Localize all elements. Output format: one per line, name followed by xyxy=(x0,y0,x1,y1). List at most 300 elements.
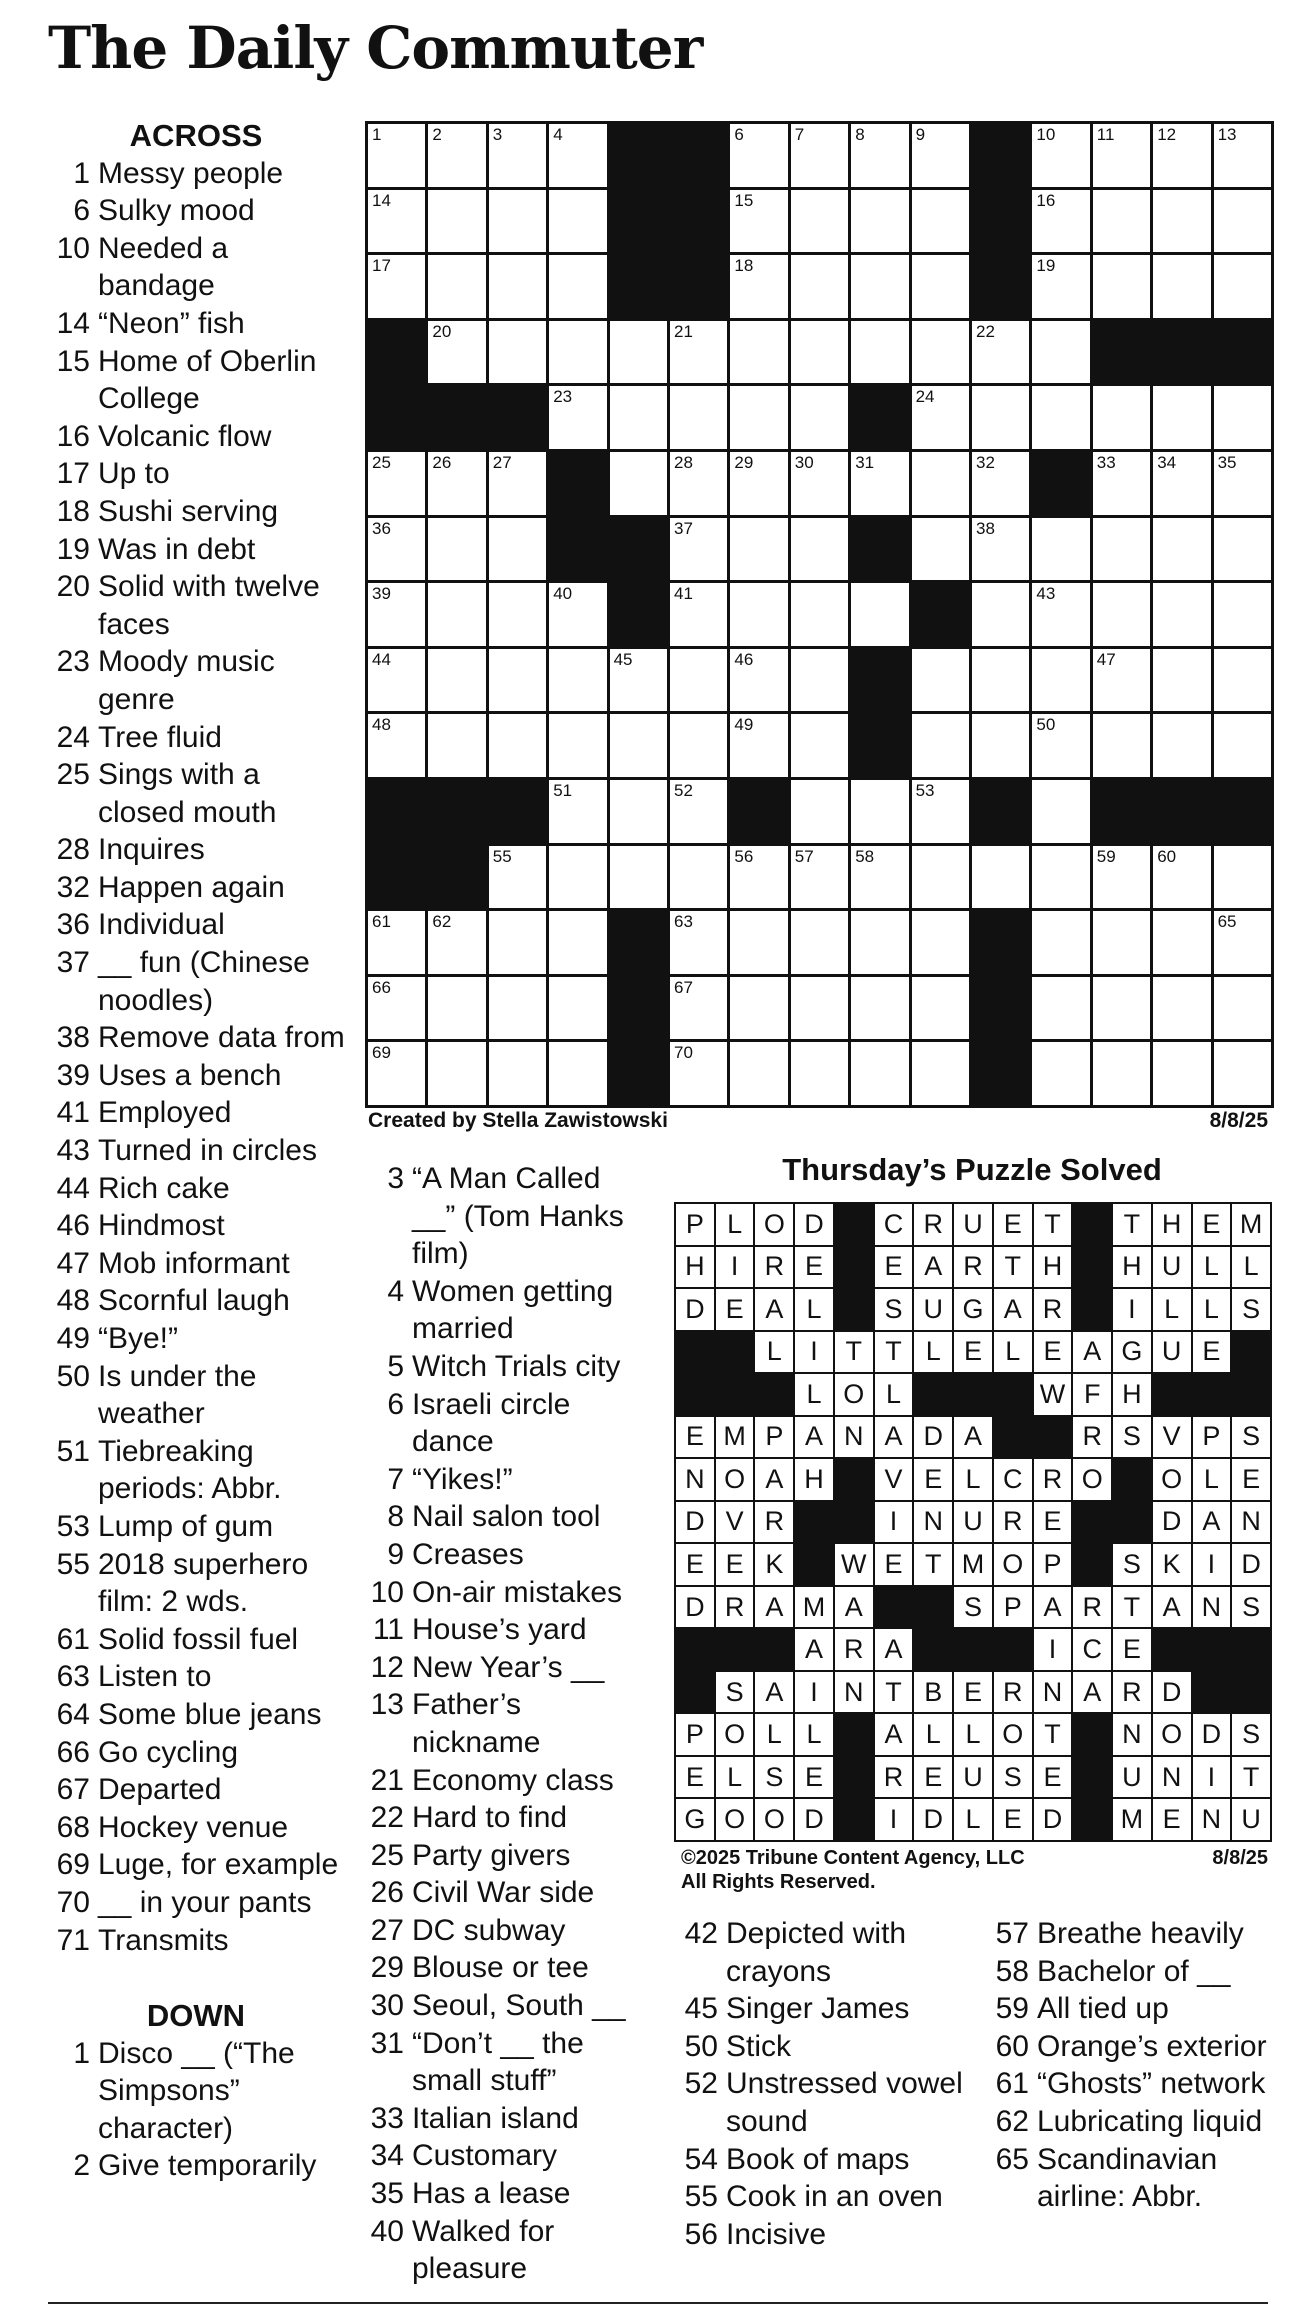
clue-text: Uses a bench xyxy=(98,1058,282,1092)
cell-number: 14 xyxy=(372,190,391,210)
grid-cell[interactable] xyxy=(912,649,969,712)
grid-cell[interactable] xyxy=(428,452,485,515)
grid-cell[interactable] xyxy=(670,780,727,843)
grid-cell[interactable] xyxy=(610,452,667,515)
grid-cell[interactable] xyxy=(791,518,848,581)
grid-cell[interactable] xyxy=(1153,714,1210,777)
grid-cell[interactable] xyxy=(791,846,848,909)
grid-cell[interactable] xyxy=(1093,846,1150,909)
clue-text: Nail salon tool xyxy=(412,1500,601,1534)
grid-cell[interactable] xyxy=(912,977,969,1040)
solved-black-square xyxy=(1193,1672,1231,1713)
grid-cell[interactable] xyxy=(428,977,485,1040)
grid-cell[interactable] xyxy=(610,780,667,843)
grid-cell[interactable] xyxy=(1032,124,1089,187)
grid-cell[interactable] xyxy=(730,518,787,581)
grid-cell[interactable] xyxy=(368,452,425,515)
cell-number: 21 xyxy=(674,321,693,341)
grid-cell[interactable] xyxy=(730,321,787,384)
grid-cell[interactable] xyxy=(1214,386,1271,449)
grid-cell[interactable] xyxy=(791,124,848,187)
grid-cell[interactable] xyxy=(670,518,727,581)
grid-cell[interactable] xyxy=(1214,977,1271,1040)
grid-cell[interactable] xyxy=(489,124,546,187)
solved-date: 8/8/25 xyxy=(1212,1847,1268,1869)
grid-cell[interactable] xyxy=(851,255,908,318)
grid-cell[interactable] xyxy=(730,124,787,187)
clue-item xyxy=(46,1207,346,1245)
solved-black-square xyxy=(914,1629,952,1670)
grid-cell[interactable] xyxy=(791,255,848,318)
grid-cell[interactable] xyxy=(1153,846,1210,909)
solved-letter: A xyxy=(1034,1587,1072,1628)
grid-cell[interactable] xyxy=(912,452,969,515)
grid-cell[interactable] xyxy=(791,911,848,974)
grid-cell[interactable] xyxy=(912,321,969,384)
grid-cell[interactable] xyxy=(1093,977,1150,1040)
grid-cell[interactable] xyxy=(1214,649,1271,712)
grid-cell[interactable] xyxy=(1093,714,1150,777)
grid-cell[interactable] xyxy=(851,977,908,1040)
grid-cell[interactable] xyxy=(489,255,546,318)
grid-cell[interactable] xyxy=(1093,518,1150,581)
grid-cell[interactable] xyxy=(972,583,1029,646)
grid-cell[interactable] xyxy=(670,714,727,777)
grid-cell[interactable] xyxy=(1032,386,1089,449)
grid-cell[interactable] xyxy=(428,1042,485,1105)
black-square xyxy=(610,977,667,1040)
grid-cell[interactable] xyxy=(1153,255,1210,318)
solved-letter: G xyxy=(954,1289,992,1330)
solved-letter: L xyxy=(875,1374,913,1415)
grid-cell[interactable] xyxy=(1214,583,1271,646)
grid-cell[interactable] xyxy=(549,386,606,449)
clue-item xyxy=(358,1686,650,1761)
clue-number: 19 xyxy=(56,532,90,566)
solved-black-square xyxy=(1073,1204,1111,1245)
solved-letter: L xyxy=(1193,1247,1231,1288)
grid-cell[interactable] xyxy=(730,386,787,449)
black-square xyxy=(1214,321,1271,384)
solved-letter: S xyxy=(994,1757,1032,1798)
grid-cell[interactable] xyxy=(1093,911,1150,974)
grid-cell[interactable] xyxy=(670,649,727,712)
solved-letter: D xyxy=(1193,1714,1231,1755)
cell-number: 46 xyxy=(734,649,754,669)
clue-number: 1 xyxy=(73,2036,90,2070)
grid-cell[interactable] xyxy=(1214,190,1271,253)
grid-cell[interactable] xyxy=(489,649,546,712)
black-square xyxy=(1153,321,1210,384)
solved-letter: D xyxy=(1153,1502,1191,1543)
grid-cell[interactable] xyxy=(489,846,546,909)
grid-cell[interactable] xyxy=(368,1042,425,1105)
black-square xyxy=(1214,780,1271,843)
grid-cell[interactable] xyxy=(549,977,606,1040)
grid-cell[interactable] xyxy=(791,452,848,515)
clue-text: Hard to find xyxy=(412,1801,568,1835)
grid-cell[interactable] xyxy=(912,714,969,777)
grid-cell[interactable] xyxy=(912,780,969,843)
solved-letter: E xyxy=(1153,1799,1191,1840)
grid-cell[interactable] xyxy=(1032,911,1089,974)
clue-number: 30 xyxy=(370,1989,404,2023)
grid-cell[interactable] xyxy=(1032,977,1089,1040)
grid-cell[interactable] xyxy=(1153,386,1210,449)
grid-cell[interactable] xyxy=(670,386,727,449)
clue-item xyxy=(983,1990,1283,2028)
solved-letter: D xyxy=(914,1799,952,1840)
grid-cell[interactable] xyxy=(730,714,787,777)
solved-letter: N xyxy=(1034,1672,1072,1713)
cell-number: 34 xyxy=(1157,452,1177,472)
grid-cell[interactable] xyxy=(428,321,485,384)
grid-cell[interactable] xyxy=(1032,780,1089,843)
clue-number: 66 xyxy=(56,1735,90,1769)
clue-item xyxy=(358,1874,650,1912)
grid-cell[interactable] xyxy=(368,255,425,318)
grid-cell[interactable] xyxy=(730,583,787,646)
solved-letter: V xyxy=(1153,1417,1191,1458)
cell-number: 48 xyxy=(372,715,391,735)
solved-letter: R xyxy=(1073,1587,1111,1628)
cell-number: 28 xyxy=(674,452,693,472)
grid-cell[interactable] xyxy=(1032,846,1089,909)
clue-item xyxy=(46,1922,346,1960)
grid-cell[interactable] xyxy=(730,452,787,515)
grid-cell[interactable] xyxy=(489,977,546,1040)
grid-cell[interactable] xyxy=(912,911,969,974)
clue-item xyxy=(358,2100,650,2138)
grid-cell[interactable] xyxy=(791,714,848,777)
grid-cell[interactable] xyxy=(1153,911,1210,974)
grid-cell[interactable] xyxy=(1214,518,1271,581)
solved-letter: L xyxy=(795,1714,833,1755)
solved-letter: E xyxy=(676,1757,714,1798)
cell-number: 20 xyxy=(432,321,452,341)
grid-cell[interactable] xyxy=(670,911,727,974)
grid-cell[interactable] xyxy=(1153,190,1210,253)
grid-cell[interactable] xyxy=(730,977,787,1040)
grid-cell[interactable] xyxy=(1153,583,1210,646)
grid-cell[interactable] xyxy=(791,386,848,449)
grid-cell[interactable] xyxy=(972,452,1029,515)
grid-cell[interactable] xyxy=(1032,1042,1089,1105)
grid-cell[interactable] xyxy=(428,714,485,777)
cell-number: 26 xyxy=(432,452,452,472)
solved-letter: L xyxy=(1193,1289,1231,1330)
solved-puzzle-grid xyxy=(674,1202,1272,1842)
grid-cell[interactable] xyxy=(730,911,787,974)
grid-cell[interactable] xyxy=(368,649,425,712)
grid-cell[interactable] xyxy=(730,255,787,318)
grid-cell[interactable] xyxy=(730,190,787,253)
grid-cell[interactable] xyxy=(730,846,787,909)
clue-number: 10 xyxy=(370,1575,404,1609)
grid-cell[interactable] xyxy=(428,255,485,318)
solved-black-square xyxy=(1073,1289,1111,1330)
grid-cell[interactable] xyxy=(428,583,485,646)
grid-cell[interactable] xyxy=(670,977,727,1040)
grid-cell[interactable] xyxy=(851,780,908,843)
solved-black-square xyxy=(994,1417,1032,1458)
grid-cell[interactable] xyxy=(489,321,546,384)
clue-number: 25 xyxy=(56,758,90,792)
grid-cell[interactable] xyxy=(670,1042,727,1105)
cell-number: 45 xyxy=(613,649,633,669)
grid-cell[interactable] xyxy=(549,780,606,843)
solved-black-square xyxy=(1073,1714,1111,1755)
grid-cell[interactable] xyxy=(368,190,425,253)
clue-text: Volcanic flow xyxy=(98,419,272,453)
solved-letter: O xyxy=(1153,1459,1191,1500)
clue-number: 39 xyxy=(56,1058,90,1092)
clue-text: Listen to xyxy=(98,1660,212,1694)
grid-cell[interactable] xyxy=(670,452,727,515)
grid-cell[interactable] xyxy=(791,649,848,712)
grid-cell[interactable] xyxy=(912,255,969,318)
grid-cell[interactable] xyxy=(912,124,969,187)
grid-cell[interactable] xyxy=(549,714,606,777)
grid-cell[interactable] xyxy=(1153,518,1210,581)
solved-letter: N xyxy=(914,1502,952,1543)
clue-number: 29 xyxy=(370,1951,404,1985)
solved-black-square xyxy=(1232,1629,1270,1670)
grid-cell[interactable] xyxy=(1214,911,1271,974)
grid-cell[interactable] xyxy=(489,452,546,515)
solved-letter: L xyxy=(716,1204,754,1245)
cell-number: 57 xyxy=(794,846,814,866)
solved-black-square xyxy=(1113,1459,1151,1500)
grid-cell[interactable] xyxy=(1093,386,1150,449)
grid-cell[interactable] xyxy=(972,714,1029,777)
grid-cell[interactable] xyxy=(1093,649,1150,712)
grid-cell[interactable] xyxy=(972,386,1029,449)
clue-number: 64 xyxy=(56,1697,90,1731)
grid-cell[interactable] xyxy=(368,977,425,1040)
black-square xyxy=(549,452,606,515)
clue-number: 61 xyxy=(995,2067,1029,2101)
grid-cell[interactable] xyxy=(912,1042,969,1105)
grid-cell[interactable] xyxy=(489,714,546,777)
grid-cell[interactable] xyxy=(972,846,1029,909)
grid-cell[interactable] xyxy=(1214,1042,1271,1105)
grid-cell[interactable] xyxy=(791,321,848,384)
grid-cell[interactable] xyxy=(428,911,485,974)
grid-cell[interactable] xyxy=(851,124,908,187)
grid-cell[interactable] xyxy=(489,583,546,646)
cell-number: 62 xyxy=(432,912,452,932)
solved-letter: A xyxy=(795,1417,833,1458)
clue-number: 25 xyxy=(370,1838,404,1872)
grid-cell[interactable] xyxy=(368,518,425,581)
grid-cell[interactable] xyxy=(549,911,606,974)
grid-cell[interactable] xyxy=(1214,124,1271,187)
grid-cell[interactable] xyxy=(730,649,787,712)
cell-number: 61 xyxy=(372,912,391,932)
clue-number: 67 xyxy=(56,1773,90,1807)
solved-letter: P xyxy=(1193,1417,1231,1458)
clue-number: 17 xyxy=(56,457,90,491)
solved-letter: A xyxy=(875,1629,913,1670)
grid-cell[interactable] xyxy=(851,452,908,515)
grid-cell[interactable] xyxy=(1153,649,1210,712)
solved-letter: S xyxy=(1232,1289,1270,1330)
solved-letter: H xyxy=(676,1247,714,1288)
grid-cell[interactable] xyxy=(851,911,908,974)
grid-cell[interactable] xyxy=(912,386,969,449)
grid-cell[interactable] xyxy=(368,583,425,646)
grid-cell[interactable] xyxy=(1093,452,1150,515)
grid-cell[interactable] xyxy=(610,846,667,909)
black-square xyxy=(428,846,485,909)
grid-cell[interactable] xyxy=(428,649,485,712)
cell-number: 11 xyxy=(1096,125,1115,144)
grid-cell[interactable] xyxy=(1214,846,1271,909)
clue-number: 9 xyxy=(387,1537,404,1571)
grid-cell[interactable] xyxy=(549,124,606,187)
grid-cell[interactable] xyxy=(851,190,908,253)
grid-cell[interactable] xyxy=(670,846,727,909)
cell-number: 22 xyxy=(976,321,995,341)
solved-letter: S xyxy=(755,1757,793,1798)
grid-cell[interactable] xyxy=(851,846,908,909)
clue-item xyxy=(46,944,346,1019)
solved-letter: E xyxy=(875,1247,913,1288)
grid-cell[interactable] xyxy=(610,321,667,384)
clue-number: 37 xyxy=(56,946,90,980)
grid-cell[interactable] xyxy=(851,583,908,646)
across-clues-column xyxy=(46,117,346,2185)
clue-number: 4 xyxy=(387,1274,404,1308)
cell-number: 58 xyxy=(855,846,875,866)
clue-item xyxy=(46,1658,346,1696)
grid-cell[interactable] xyxy=(489,518,546,581)
grid-cell[interactable] xyxy=(1214,714,1271,777)
grid-cell[interactable] xyxy=(428,518,485,581)
grid-cell[interactable] xyxy=(1153,452,1210,515)
grid-cell[interactable] xyxy=(1032,190,1089,253)
grid-cell[interactable] xyxy=(368,911,425,974)
grid-cell[interactable] xyxy=(489,1042,546,1105)
clue-text: Sings with a closed mouth xyxy=(98,758,277,829)
grid-cell[interactable] xyxy=(549,846,606,909)
solved-letter: S xyxy=(1232,1714,1270,1755)
cell-number: 8 xyxy=(855,125,865,144)
grid-cell[interactable] xyxy=(549,583,606,646)
grid-cell[interactable] xyxy=(1032,583,1089,646)
grid-cell[interactable] xyxy=(1153,124,1210,187)
grid-cell[interactable] xyxy=(549,255,606,318)
grid-cell[interactable] xyxy=(912,846,969,909)
grid-cell[interactable] xyxy=(1032,518,1089,581)
clue-item xyxy=(46,493,346,531)
black-square xyxy=(368,780,425,843)
grid-cell[interactable] xyxy=(730,1042,787,1105)
crossword-grid xyxy=(365,121,1274,1108)
solved-letter: E xyxy=(1034,1757,1072,1798)
grid-cell[interactable] xyxy=(1214,452,1271,515)
grid-cell[interactable] xyxy=(1032,714,1089,777)
cell-number: 12 xyxy=(1157,125,1177,144)
grid-cell[interactable] xyxy=(791,1042,848,1105)
grid-cell[interactable] xyxy=(972,518,1029,581)
grid-cell[interactable] xyxy=(791,583,848,646)
cell-number: 39 xyxy=(372,584,391,604)
grid-cell[interactable] xyxy=(1214,255,1271,318)
grid-cell[interactable] xyxy=(1153,977,1210,1040)
black-square xyxy=(851,386,908,449)
grid-cell[interactable] xyxy=(368,124,425,187)
grid-cell[interactable] xyxy=(851,1042,908,1105)
grid-cell[interactable] xyxy=(549,1042,606,1105)
grid-cell[interactable] xyxy=(549,649,606,712)
solved-letter: E xyxy=(795,1247,833,1288)
grid-cell[interactable] xyxy=(791,780,848,843)
clue-item xyxy=(358,1273,650,1348)
clue-text: Father’s nickname xyxy=(412,1688,541,1759)
grid-cell[interactable] xyxy=(670,583,727,646)
clue-text: DC subway xyxy=(412,1913,566,1947)
grid-cell[interactable] xyxy=(1032,649,1089,712)
solved-letter: N xyxy=(1232,1502,1270,1543)
grid-cell[interactable] xyxy=(1093,583,1150,646)
grid-cell[interactable] xyxy=(489,190,546,253)
clue-text: Witch Trials city xyxy=(412,1349,621,1383)
grid-cell[interactable] xyxy=(1093,124,1150,187)
grid-cell[interactable] xyxy=(610,386,667,449)
clue-number: 16 xyxy=(56,419,90,453)
grid-cell[interactable] xyxy=(791,190,848,253)
grid-cell[interactable] xyxy=(670,321,727,384)
puzzle-date: 8/8/25 xyxy=(1209,1109,1268,1132)
grid-cell[interactable] xyxy=(791,977,848,1040)
grid-cell[interactable] xyxy=(1093,190,1150,253)
grid-cell[interactable] xyxy=(972,649,1029,712)
grid-cell[interactable] xyxy=(912,518,969,581)
grid-cell[interactable] xyxy=(368,714,425,777)
grid-cell[interactable] xyxy=(1032,255,1089,318)
solved-letter: I xyxy=(1193,1757,1231,1798)
grid-cell[interactable] xyxy=(912,190,969,253)
grid-cell[interactable] xyxy=(549,321,606,384)
grid-cell[interactable] xyxy=(428,124,485,187)
cell-number: 38 xyxy=(976,518,995,538)
grid-cell[interactable] xyxy=(610,714,667,777)
clue-item xyxy=(46,531,346,569)
grid-cell[interactable] xyxy=(972,321,1029,384)
grid-cell[interactable] xyxy=(1032,321,1089,384)
grid-cell[interactable] xyxy=(851,321,908,384)
grid-cell[interactable] xyxy=(1093,255,1150,318)
cell-number: 3 xyxy=(492,125,503,144)
solved-letter: W xyxy=(1034,1374,1072,1415)
grid-cell[interactable] xyxy=(1093,1042,1150,1105)
grid-cell[interactable] xyxy=(549,190,606,253)
grid-cell[interactable] xyxy=(1153,1042,1210,1105)
clue-text: Israeli circle dance xyxy=(412,1387,571,1459)
clue-item xyxy=(46,1771,346,1809)
cell-number: 25 xyxy=(372,452,391,472)
cell-number: 35 xyxy=(1217,452,1237,472)
solved-letter: A xyxy=(994,1289,1032,1330)
grid-cell[interactable] xyxy=(489,911,546,974)
grid-cell[interactable] xyxy=(610,649,667,712)
grid-cell[interactable] xyxy=(428,190,485,253)
solved-letter: T xyxy=(994,1247,1032,1288)
clue-item xyxy=(46,1132,346,1170)
solved-letter: H xyxy=(1113,1247,1151,1288)
